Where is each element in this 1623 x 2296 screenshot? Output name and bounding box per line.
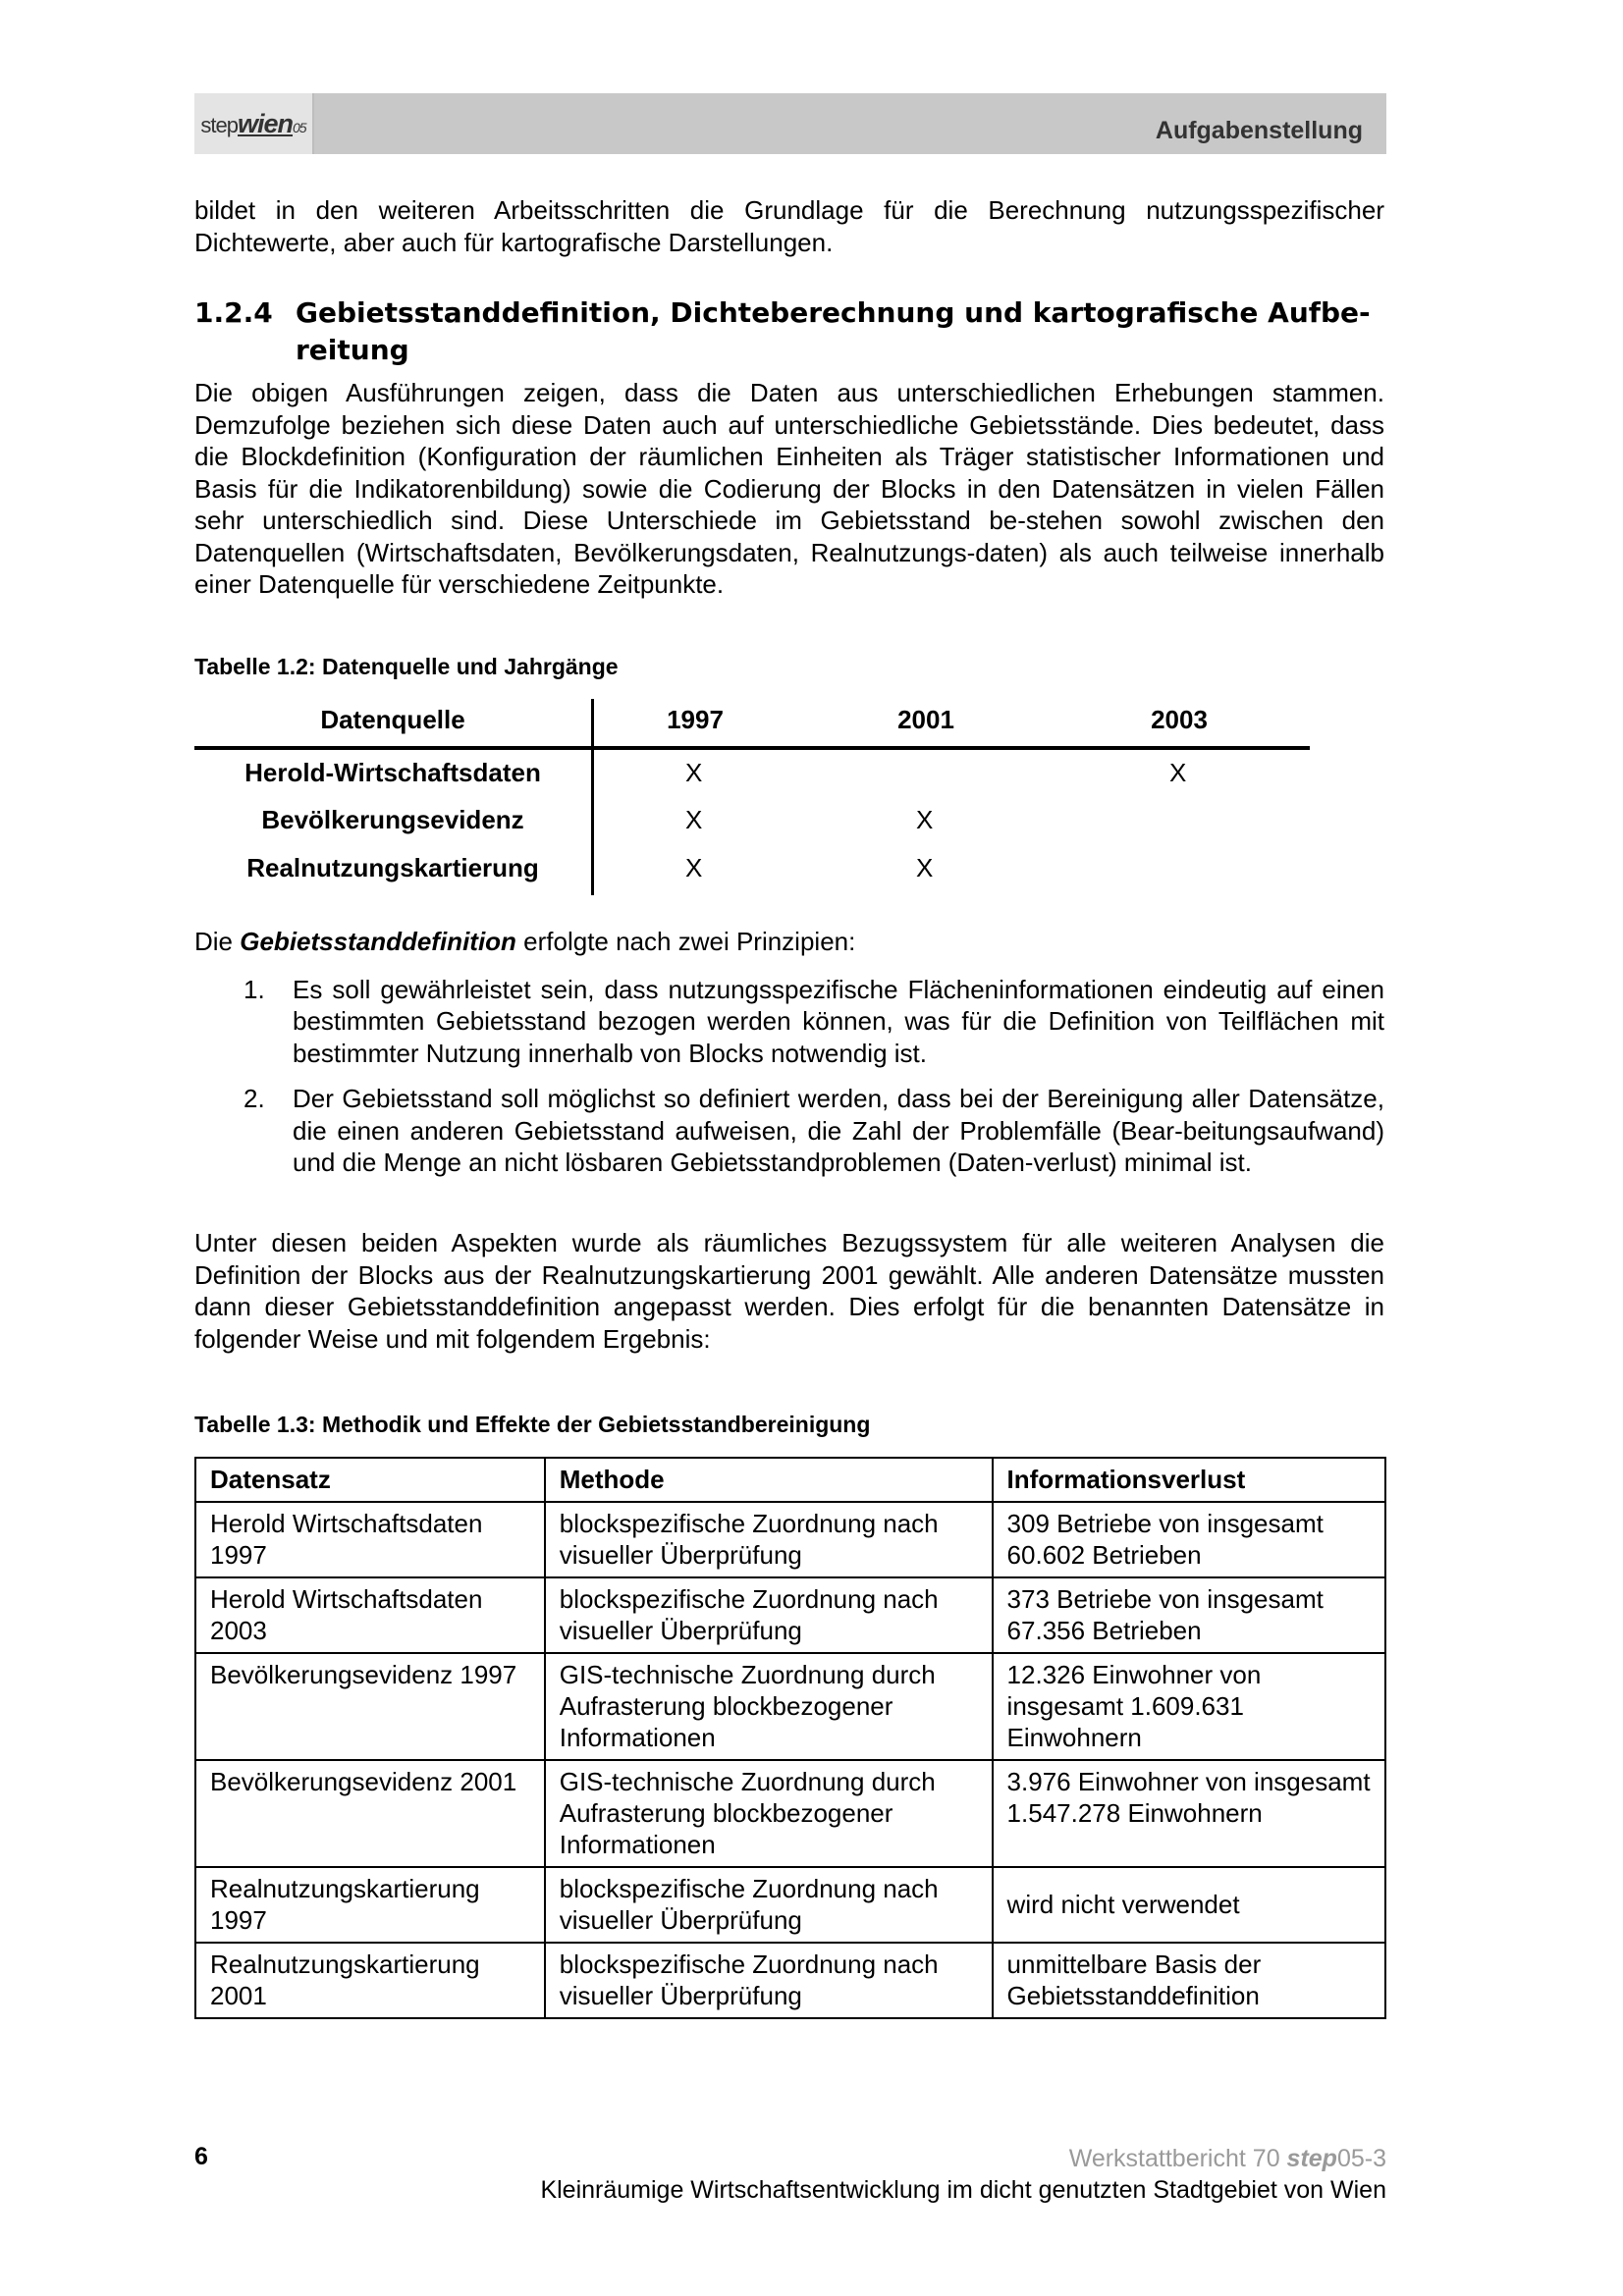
table-row [195,1867,1385,1943]
table-row [195,1577,1385,1653]
list-item-number: 1. [243,974,265,1004]
table-cell: unmittelbare Basis der Gebietsstanddefinition [993,1943,1385,2018]
list-item-number: 2. [243,1084,265,1113]
body-paragraph-1: Die obigen Ausführungen zeigen, dass die Daten aus unterschiedlichen Erhebungen stammen. Demzufolge beziehen sich diese Daten auch auf unterschiedliche Gebietsstände. Dies bedeutet, dass die Blockdefinition (Konfiguration der räumlichen Einheiten als Träger statistischer Informationen und Basis für die Indikatorenbildung) sowie die Codierung der Blocks in den Datensätzen in vielen Fällen sehr unterschiedlich sind. Diese Unterschiede im Gebietsstand be-stehen sowohl zwischen den Datenquellen (Wirtschaftsdaten, Bevölkerungsdaten, Realnutzungs-daten) als auch teilweise innerhalb einer Datenquelle für verschiedene Zeitpunkte. [194,378,1384,599]
heading-number: 1.2.4 [194,296,273,329]
body-section-2 [194,1227,1384,1355]
table-cell-mark: X [685,758,703,787]
table-cell: 373 Betriebe von insgesamt 67.356 Betrieben [993,1577,1385,1653]
table-1-2-caption: Tabelle 1.2: Datenquelle und Jahrgänge [194,654,619,679]
page-number: 6 [194,2143,208,2170]
table-cell: blockspezifische Zuordnung nach visueller Überprüfung [545,1502,993,1577]
table-header-row [195,1458,1385,1502]
table-row [195,1760,1385,1867]
table-cell: 3.976 Einwohner von insgesamt 1.547.278 Einwohnern [993,1760,1385,1867]
table-header-methode: Methode [545,1458,993,1502]
table-header-source: Datenquelle [320,705,465,734]
body-section-1 [194,377,1384,601]
body-paragraph-2: Unter diesen beiden Aspekten wurde als räumliches Bezugssystem für alle weiteren Analysen die Definition der Blocks aus der Realnutzungskartierung 2001 gewählt. Alle anderen Datensätze mussten dann dieser Gebietsstanddefinition angepasst werden. Dies erfolgt für die benannten Datensätze in folgender Weise und mit folgendem Ergebnis: [194,1228,1384,1354]
table-cell-mark: X [916,805,934,834]
table-cell: Herold Wirtschaftsdaten 2003 [195,1577,545,1653]
table-header-2001: 2001 [897,705,954,734]
table-row [195,1943,1385,2018]
table-cell: 12.326 Einwohner von insgesamt 1.609.631 Einwohnern [993,1653,1385,1760]
table-cell: Realnutzungskartierung 2001 [195,1943,545,2018]
table-1-3-caption-wrap [194,1412,1384,1438]
table-cell: Realnutzungskartierung 1997 [195,1867,545,1943]
section-heading [194,294,1384,369]
page-header [194,93,1386,154]
table-cell-mark: X [685,805,703,834]
intro-section [194,194,1384,258]
intro-paragraph: bildet in den weiteren Arbeitsschritten die Grundlage für die Berechnung nutzungsspezifischer Dichtewerte, aber auch für kartografische Darstellungen. [194,195,1384,257]
table-cell: wird nicht verwendet [993,1867,1385,1943]
principles-intro: Die Gebietsstanddefinition erfolgte nach zwei Prinzipien: [194,927,856,956]
list-item [194,974,1384,1070]
table-cell: Bevölkerungsevidenz 1997 [195,1653,545,1760]
table-cell: blockspezifische Zuordnung nach visueller Überprüfung [545,1577,993,1653]
table-cell: Herold Wirtschaftsdaten 1997 [195,1502,545,1577]
table-row-source: Herold-Wirtschaftsdaten [244,758,541,787]
table-cell-mark: X [685,853,703,882]
heading-title-line1: Gebietsstanddefinition, Dichteberechnung und kartografische Aufbe- [296,296,1371,329]
table-cell-mark: X [916,853,934,882]
table-header-1997: 1997 [667,705,724,734]
list-item-text: Es soll gewährleistet sein, dass nutzungsspezifische Flächeninformationen eindeutig auf einen bestimmten Gebietsstand bezogen werden können, was für die Definition von Teilflächen mit bestimmter Nutzung innerhalb von Blocks notwendig ist. [293,974,1384,1068]
table-1-3-caption: Tabelle 1.3: Methodik und Effekte der Gebietsstandbereinigung [194,1412,871,1437]
table-1-2 [194,699,1310,895]
list-item-text: Der Gebietsstand soll möglichst so definiert werden, dass bei der Bereinigung aller Datensätze, die einen anderen Gebietsstand aufweisen, die Zahl der Problemfälle (Bear-beitungsaufwand) und die Menge an nicht lösbaren Gebietsstandproblemen (Daten-verlust) minimal ist. [293,1084,1384,1177]
heading-title-line2: reitung [296,334,409,366]
table-cell-mark: X [1169,758,1187,787]
table-row-source: Bevölkerungsevidenz [261,805,524,834]
principles-list [194,974,1384,1179]
list-item [194,1083,1384,1179]
table-cell: blockspezifische Zuordnung nach visueller Überprüfung [545,1943,993,2018]
table-cell: GIS-technische Zuordnung durch Aufrasterung blockbezogener Informationen [545,1653,993,1760]
footer-info [540,2143,1386,2206]
table-row-source: Realnutzungskartierung [246,853,539,882]
logo-text: stepwien05 [200,108,306,138]
table-row [195,1653,1385,1760]
table-row [195,1502,1385,1577]
step-wien-logo [194,93,314,154]
table-horizontal-rule [194,746,1310,750]
term-gebietsstanddefinition: Gebietsstanddefinition [240,927,516,956]
footer-subtitle: Kleinräumige Wirtschaftsentwicklung im dicht genutzten Stadtgebiet von Wien [540,2176,1386,2204]
section-title: Aufgabenstellung [1155,116,1363,144]
footer-report-title: Werkstattbericht 70 step05-3 [1068,2145,1386,2172]
table-header-datensatz: Datensatz [195,1458,545,1502]
table-cell: blockspezifische Zuordnung nach visueller Überprüfung [545,1867,993,1943]
table-cell: GIS-technische Zuordnung durch Aufrasterung blockbezogener Informationen [545,1760,993,1867]
table-1-3 [194,1457,1386,2019]
principles-section [194,926,1384,1193]
table-header-informationsverlust: Informationsverlust [993,1458,1385,1502]
heading-title [296,294,1371,369]
table-vertical-rule [591,699,594,895]
table-cell: Bevölkerungsevidenz 2001 [195,1760,545,1867]
table-cell: 309 Betriebe von insgesamt 60.602 Betrieben [993,1502,1385,1577]
table-header-2003: 2003 [1151,705,1208,734]
table-1-2-caption-wrap [194,654,1384,680]
